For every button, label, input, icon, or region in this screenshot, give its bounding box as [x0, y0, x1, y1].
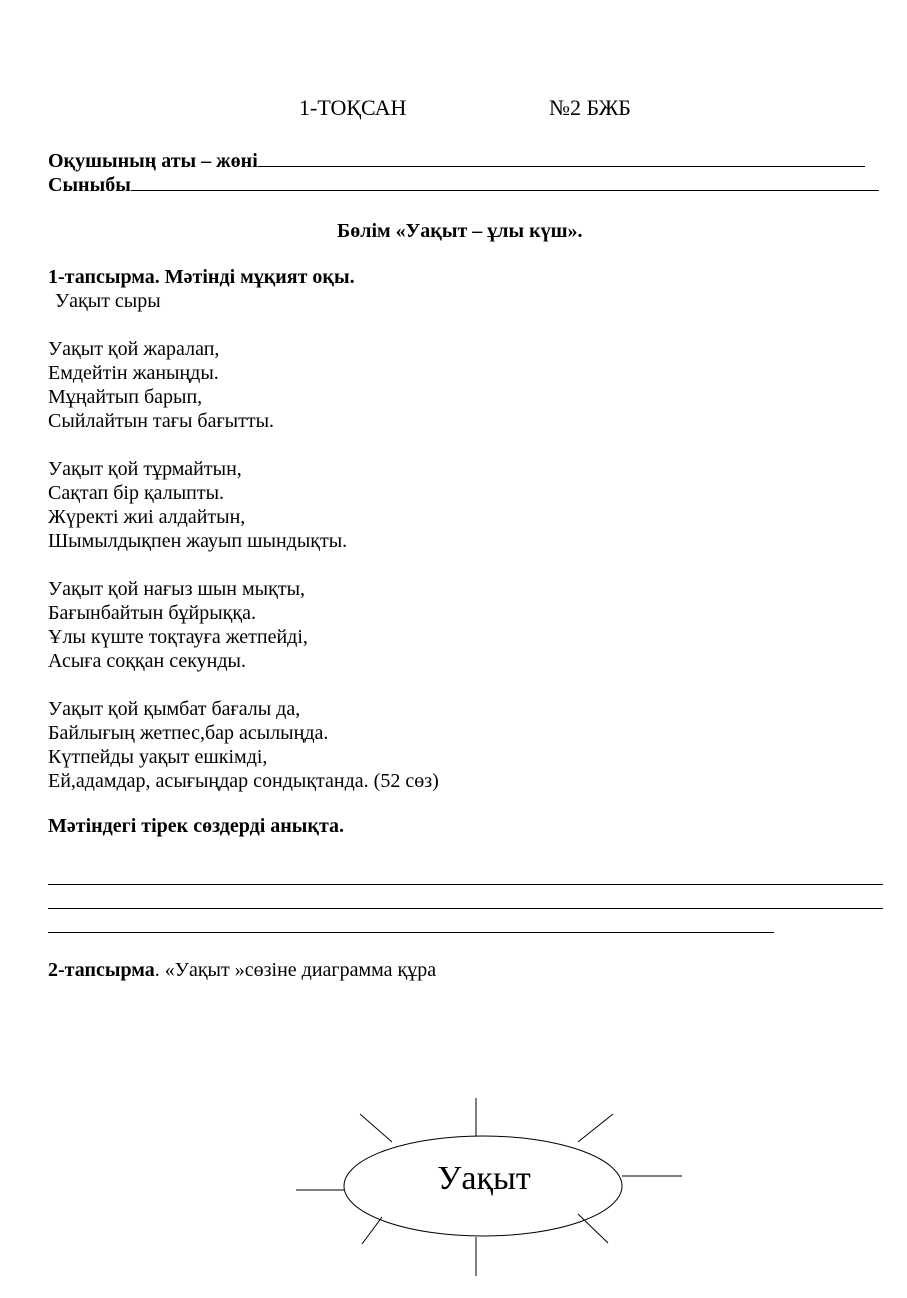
- poem-line: Асыға соққан секунды.: [48, 650, 246, 672]
- poem-line: Байлығың жетпес,бар асылыңда.: [48, 722, 329, 744]
- diagram-ray-bottom-left: [362, 1217, 382, 1244]
- task2-heading-text: . «Уақыт »сөзіне диаграмма құра: [154, 959, 437, 981]
- poem-line: Жүректі жиі алдайтын,: [48, 506, 246, 528]
- poem-line: Уақыт қой тұрмайтын,: [48, 458, 242, 480]
- quarter-title: 1-ТОҚСАН: [299, 95, 407, 120]
- diagram-ray-top-right: [578, 1114, 613, 1142]
- poem-line: Мұңайтып барып,: [48, 386, 203, 408]
- poem-line: Уақыт қой нағыз шын мықты,: [48, 578, 306, 600]
- task2-heading-label: 2-тапсырма: [48, 959, 155, 981]
- diagram-center-word: Уақыт: [437, 1160, 531, 1197]
- section-title: Бөлім «Уақыт – ұлы күш».: [337, 220, 583, 242]
- poem-line: Сақтап бір қалыпты.: [48, 482, 225, 504]
- poem-line: Уақыт қой жаралап,: [48, 338, 220, 360]
- task1-question: Мәтіндегі тірек сөздерді анықта.: [48, 815, 345, 837]
- task1-heading: 1-тапсырма. Мәтінді мұқият оқы.: [48, 266, 355, 288]
- poem-line: Ей,адамдар, асығыңдар сондықтанда. (52 сөз): [48, 770, 439, 792]
- poem-line: Уақыт қой қымбат бағалы да,: [48, 698, 301, 720]
- diagram-ray-top-left: [360, 1114, 392, 1142]
- poem-line: Емдейтін жаныңды.: [48, 362, 219, 384]
- poem-line: Шымылдықпен жауып шындықты.: [48, 530, 348, 552]
- assessment-title: №2 БЖБ: [549, 95, 631, 120]
- student-name-label: Оқушының аты – жөні: [48, 150, 258, 172]
- poem-line: Сыйлайтын тағы бағытты.: [48, 410, 275, 432]
- poem-line: Күтпейды уақыт ешкімді,: [48, 746, 268, 768]
- diagram-ray-bottom-right: [578, 1214, 608, 1243]
- student-class-label: Сыныбы: [48, 174, 131, 196]
- poem-line: Бағынбайтын бұйрыққа.: [48, 602, 256, 624]
- poem-line: Ұлы күште тоқтауға жетпейді,: [48, 626, 308, 648]
- poem-title: Уақыт сыры: [55, 290, 161, 312]
